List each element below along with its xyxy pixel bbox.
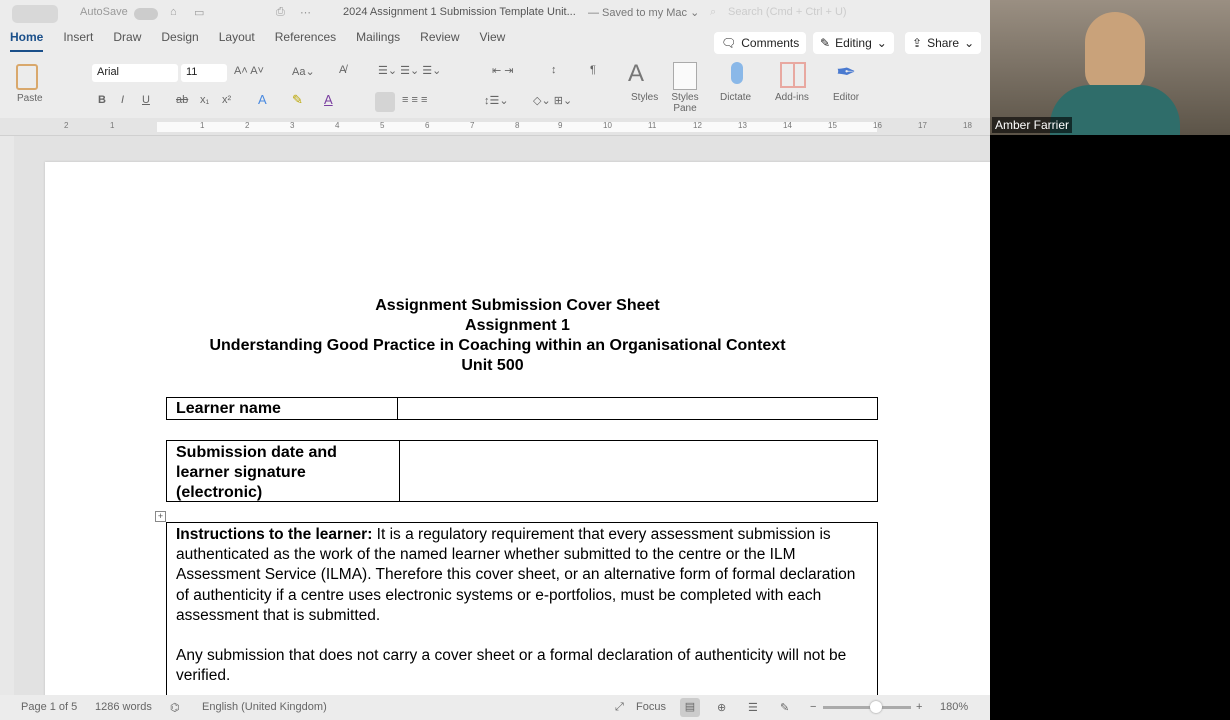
ruler-tick: 1 bbox=[200, 121, 205, 130]
bullets-icon[interactable]: ☰⌄ ☰⌄ ☰⌄ bbox=[378, 65, 442, 77]
highlight-icon[interactable]: ✎ bbox=[292, 92, 303, 107]
ruler-tick: 3 bbox=[290, 121, 295, 130]
instructions-paragraph-2: Any submission that does not carry a cover sheet or a formal declaration of authenticity will not be verified. bbox=[176, 647, 847, 685]
learner-name-table bbox=[166, 397, 878, 420]
chevron-down-icon: ⌄ bbox=[964, 36, 975, 50]
draft-icon[interactable]: ✎ bbox=[780, 702, 790, 714]
add-ins-label: Add-ins bbox=[775, 92, 809, 103]
search-icon: ⌕ bbox=[710, 6, 717, 18]
save-icon[interactable]: ▭ bbox=[194, 7, 205, 19]
ribbon bbox=[0, 56, 990, 118]
more-icon[interactable]: ⋯ bbox=[300, 7, 311, 19]
home-icon[interactable]: ⌂ bbox=[170, 6, 177, 18]
strikethrough-button[interactable]: ab bbox=[176, 94, 189, 106]
paste-icon[interactable] bbox=[16, 64, 38, 90]
search-input[interactable]: Search (Cmd + Ctrl + U) bbox=[728, 6, 847, 18]
font-size-select[interactable]: 11 bbox=[181, 64, 227, 82]
doc-title: Assignment Submission Cover Sheet bbox=[375, 297, 660, 314]
ribbon-tabs bbox=[10, 30, 505, 52]
tab-home[interactable]: Home bbox=[10, 30, 43, 52]
ruler-tick: 12 bbox=[693, 121, 702, 130]
clear-format-icon[interactable]: A̸ bbox=[339, 64, 347, 76]
participant-avatar bbox=[1085, 12, 1145, 92]
tab-references[interactable]: References bbox=[274, 30, 337, 44]
zoom-slider[interactable] bbox=[823, 706, 911, 709]
ruler-tick: 5 bbox=[380, 121, 385, 130]
document-page[interactable] bbox=[45, 162, 990, 720]
sidebar-toggle-button[interactable] bbox=[12, 5, 58, 23]
instructions-heading: Instructions to the learner: bbox=[176, 526, 373, 543]
doc-unit-title: Understanding Good Practice in Coaching within an Organisational Context bbox=[209, 337, 786, 354]
dictate-label: Dictate bbox=[720, 92, 752, 103]
ruler-tick: 17 bbox=[918, 121, 927, 130]
tab-draw[interactable]: Draw bbox=[113, 30, 142, 44]
sort-icon[interactable]: ↕ bbox=[551, 64, 557, 76]
indent-icon[interactable]: ⇤ ⇥ bbox=[492, 65, 514, 77]
participant-name: Amber Farrier bbox=[992, 117, 1072, 133]
styles-icon[interactable]: A bbox=[628, 60, 645, 87]
editing-button[interactable] bbox=[813, 32, 894, 54]
styles-pane-icon[interactable] bbox=[673, 62, 697, 90]
language[interactable]: English (United Kingdom) bbox=[202, 701, 327, 713]
status-bar bbox=[0, 695, 990, 720]
focus-icon[interactable]: ⤢ bbox=[615, 701, 624, 713]
zoom-level[interactable]: 180% bbox=[940, 701, 969, 713]
tab-view[interactable]: View bbox=[479, 30, 506, 44]
ruler-tick: 13 bbox=[738, 121, 747, 130]
zoom-in-button[interactable]: + bbox=[916, 701, 923, 713]
ruler-tick: 4 bbox=[335, 121, 340, 130]
vertical-ruler[interactable] bbox=[0, 136, 14, 695]
comments-button[interactable] bbox=[714, 32, 806, 54]
font-color-icon[interactable]: A bbox=[324, 92, 333, 107]
microphone-icon[interactable] bbox=[731, 62, 743, 84]
ruler-tick: 1 bbox=[110, 121, 115, 130]
ruler-tick: 8 bbox=[515, 121, 520, 130]
subscript-button[interactable]: x₁ bbox=[200, 94, 210, 106]
ruler-tick: 7 bbox=[470, 121, 475, 130]
learner-name-label: Learner name bbox=[167, 398, 398, 419]
underline-button[interactable]: U bbox=[142, 94, 150, 106]
tab-design[interactable]: Design bbox=[161, 30, 199, 44]
autosave-label: AutoSave bbox=[80, 6, 128, 18]
video-thumbnail bbox=[990, 0, 1230, 135]
ruler-tick: 10 bbox=[603, 121, 612, 130]
focus-button[interactable]: Focus bbox=[636, 701, 666, 713]
line-spacing-icon[interactable]: ↕☰⌄ bbox=[484, 95, 509, 107]
learner-name-field[interactable] bbox=[399, 398, 877, 419]
pencil-icon: ✎ bbox=[820, 36, 831, 50]
zoom-slider-thumb[interactable] bbox=[870, 701, 882, 713]
align-buttons[interactable]: ≡ ≡ ≡ bbox=[402, 94, 428, 106]
bold-button[interactable]: B bbox=[98, 94, 106, 106]
print-layout-icon[interactable]: ▤ bbox=[680, 698, 700, 717]
italic-button[interactable]: I bbox=[121, 94, 125, 106]
align-left-button[interactable] bbox=[375, 92, 395, 112]
print-icon[interactable]: ⎙ bbox=[276, 6, 285, 18]
styles-label: Styles bbox=[631, 92, 659, 103]
ruler-tick: 2 bbox=[64, 121, 69, 130]
superscript-button[interactable]: x² bbox=[222, 94, 232, 106]
tab-review[interactable]: Review bbox=[420, 30, 460, 44]
document-canvas[interactable] bbox=[0, 136, 990, 695]
add-ins-icon[interactable] bbox=[780, 62, 806, 88]
paste-label: Paste bbox=[17, 93, 43, 104]
show-formatting-icon[interactable]: ¶ bbox=[590, 64, 596, 76]
autosave-toggle[interactable] bbox=[134, 8, 158, 20]
word-count[interactable]: 1286 words bbox=[95, 701, 152, 713]
ruler-tick: 11 bbox=[648, 121, 657, 130]
font-name-select[interactable]: Arial bbox=[92, 64, 178, 82]
title-bar bbox=[0, 0, 990, 28]
share-button[interactable] bbox=[905, 32, 981, 54]
ruler-tick: 15 bbox=[828, 121, 837, 130]
document-title[interactable]: 2024 Assignment 1 Submission Template Unit... bbox=[343, 6, 576, 18]
doc-subtitle: Assignment 1 bbox=[465, 317, 570, 334]
ruler-tick: 14 bbox=[783, 121, 792, 130]
tab-layout[interactable]: Layout bbox=[218, 30, 255, 44]
page-count[interactable]: Page 1 of 5 bbox=[21, 701, 78, 713]
outline-icon[interactable]: ☰ bbox=[748, 702, 758, 714]
editor-icon[interactable]: ✒ bbox=[836, 59, 857, 86]
instructions-text: It is a regulatory requirement that every assessment submission is authenticated as the work of the named learner whether submitted to the centre or the ILM Assessment Service (ILMA). Therefore this cover sheet, or an alternative form of formal declaration of authenticity if a centre uses electronic systems or e-portfolios, must be completed with each assessment that is submitted. bbox=[176, 526, 856, 624]
ruler-tick: 2 bbox=[245, 121, 250, 130]
text-effects-icon[interactable]: A bbox=[258, 92, 267, 107]
comments-label: Comments bbox=[741, 36, 800, 50]
tab-insert[interactable]: Insert bbox=[63, 30, 94, 44]
submission-table bbox=[166, 440, 878, 502]
styles-pane-label: Styles Pane bbox=[671, 92, 699, 114]
share-label: Share bbox=[927, 36, 960, 50]
editor-label: Editor bbox=[833, 92, 860, 103]
doc-unit-number: Unit 500 bbox=[461, 357, 524, 374]
chevron-down-icon: ⌄ bbox=[876, 36, 887, 50]
ruler-tick: 6 bbox=[425, 121, 430, 130]
accessibility-icon[interactable]: ⌬ bbox=[170, 702, 180, 714]
horizontal-ruler[interactable] bbox=[0, 118, 990, 136]
instructions-box[interactable] bbox=[166, 522, 878, 720]
ruler-tick: 16 bbox=[873, 121, 882, 130]
tab-mailings[interactable]: Mailings bbox=[356, 30, 401, 44]
editing-label: Editing bbox=[835, 36, 872, 50]
web-layout-icon[interactable]: ⊕ bbox=[717, 702, 727, 714]
change-case-icon[interactable]: Aa⌄ bbox=[292, 66, 315, 78]
table-move-handle[interactable]: + bbox=[155, 511, 166, 522]
ruler-tick: 18 bbox=[963, 121, 972, 130]
ruler-tick: 9 bbox=[558, 121, 563, 130]
save-status[interactable]: — Saved to my Mac ⌄ bbox=[588, 7, 700, 19]
submission-label: Submission date and learner signature (electronic) bbox=[167, 441, 400, 501]
comment-icon: 🗨 bbox=[721, 36, 737, 50]
share-icon: ⇪ bbox=[912, 36, 923, 50]
shading-icon[interactable]: ◇⌄ ⊞⌄ bbox=[533, 95, 573, 107]
zoom-out-button[interactable]: − bbox=[810, 701, 817, 713]
grow-font-icon[interactable]: A˄ A˅ bbox=[234, 65, 264, 77]
submission-field[interactable] bbox=[401, 441, 877, 501]
